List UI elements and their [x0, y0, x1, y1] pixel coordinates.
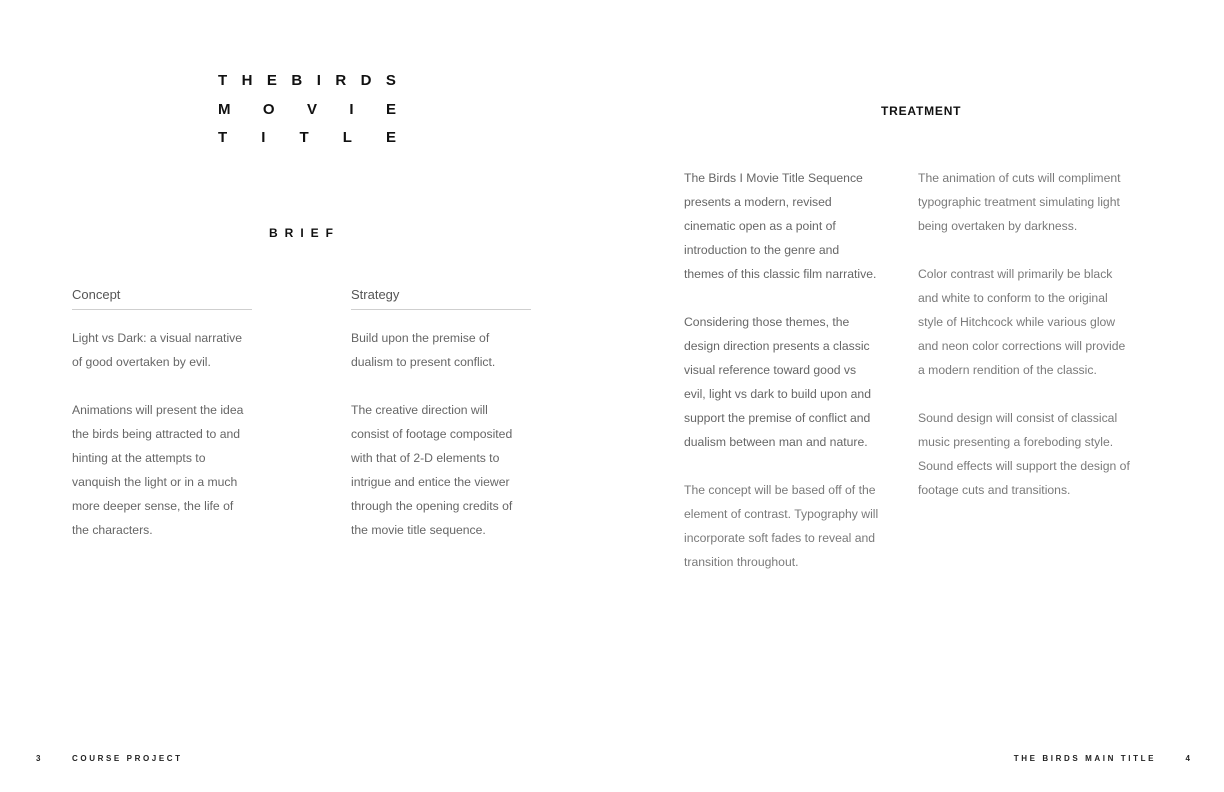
concept-body: [72, 326, 272, 542]
text-line: The animation of cuts will compliment: [918, 171, 1121, 185]
concept-label: Concept: [72, 287, 252, 310]
text-line: and neon color corrections will provide: [918, 339, 1126, 353]
text-line: intrigue and entice the viewer: [351, 475, 510, 489]
title-letter: E: [385, 101, 396, 118]
text-line: presents a modern, revised: [684, 195, 832, 209]
title-letter: B: [291, 72, 303, 89]
text-line: support the premise of conflict and: [684, 411, 871, 425]
text-line: a modern rendition of the classic.: [918, 363, 1097, 377]
paragraph: [918, 166, 1148, 238]
text-line: Sound design will consist of classical: [918, 411, 1118, 425]
title-letter: V: [306, 101, 317, 118]
title-line-2: [218, 101, 396, 118]
text-line: evil, light vs dark to build upon and: [684, 387, 871, 401]
text-line: themes of this classic film narrative.: [684, 267, 877, 281]
text-line: hinting at the attempts to: [72, 451, 206, 465]
footer-main-title: THE BIRDS MAIN TITLE: [1013, 754, 1156, 763]
text-line: The creative direction will: [351, 403, 488, 417]
title-letter: T: [218, 129, 228, 146]
title-letter: E: [385, 129, 396, 146]
text-line: with that of 2-D elements to: [351, 451, 500, 465]
title-letter: R: [335, 72, 347, 89]
title-letter: T: [299, 129, 309, 146]
text-line: typographic treatment simulating light: [918, 195, 1120, 209]
title-letter: T: [218, 72, 228, 89]
text-line: cinematic open as a point of: [684, 219, 836, 233]
text-line: the birds being attracted to and: [72, 427, 241, 441]
text-line: visual reference toward good vs: [684, 363, 857, 377]
title-letter: I: [261, 129, 266, 146]
paragraph: [72, 326, 272, 374]
title-letter: I: [349, 101, 354, 118]
text-line: Build upon the premise of: [351, 331, 490, 345]
paragraph: [72, 398, 272, 542]
text-line: introduction to the genre and: [684, 243, 840, 257]
text-line: dualism to present conflict.: [351, 355, 496, 369]
text-line: element of contrast. Typography will: [684, 507, 879, 521]
treatment-column-1: [684, 166, 904, 574]
text-line: vanquish the light or in a much: [72, 475, 238, 489]
title-letter: L: [342, 129, 352, 146]
title-letter: S: [385, 72, 396, 89]
title-letter: O: [262, 101, 275, 118]
brief-heading: BRIEF: [269, 226, 340, 240]
text-line: consist of footage composited: [351, 427, 513, 441]
text-line: style of Hitchcock while various glow: [918, 315, 1116, 329]
text-line: Sound effects will support the design of: [918, 459, 1130, 473]
text-line: Animations will present the idea: [72, 403, 244, 417]
text-line: being overtaken by darkness.: [918, 219, 1078, 233]
title-letter: E: [266, 72, 277, 89]
paragraph: [684, 166, 904, 286]
text-line: The Birds I Movie Title Sequence: [684, 171, 863, 185]
title-letter: I: [316, 72, 321, 89]
title-line-1: [218, 72, 396, 89]
treatment-column-2: [918, 166, 1148, 502]
text-line: The concept will be based off of the: [684, 483, 876, 497]
text-line: the movie title sequence.: [351, 523, 486, 537]
title-letter: M: [218, 101, 231, 118]
strategy-body: [351, 326, 551, 542]
right-page-number: 4: [1185, 754, 1190, 763]
text-line: incorporate soft fades to reveal and: [684, 531, 876, 545]
paragraph: [918, 406, 1148, 502]
text-line: the characters.: [72, 523, 153, 537]
paragraph: [684, 478, 904, 574]
strategy-label: Strategy: [351, 287, 531, 310]
text-line: and white to conform to the original: [918, 291, 1108, 305]
text-line: dualism between man and nature.: [684, 435, 868, 449]
text-line: music presenting a foreboding style.: [918, 435, 1114, 449]
text-line: Considering those themes, the: [684, 315, 850, 329]
text-line: more deeper sense, the life of: [72, 499, 234, 513]
text-line: transition throughout.: [684, 555, 799, 569]
paragraph: [684, 310, 904, 454]
text-line: footage cuts and transitions.: [918, 483, 1071, 497]
paragraph: [351, 326, 551, 374]
treatment-heading: TREATMENT: [881, 104, 962, 118]
title-letter: H: [241, 72, 253, 89]
text-line: through the opening credits of: [351, 499, 513, 513]
text-line: design direction presents a classic: [684, 339, 870, 353]
title-line-3: [218, 129, 396, 146]
title-letter: D: [360, 72, 372, 89]
text-line: Color contrast will primarily be black: [918, 267, 1113, 281]
footer-course-project: COURSE PROJECT: [72, 754, 183, 763]
paragraph: [351, 398, 551, 542]
text-line: Light vs Dark: a visual narrative: [72, 331, 243, 345]
left-page-number: 3: [36, 754, 44, 763]
text-line: of good overtaken by evil.: [72, 355, 211, 369]
paragraph: [918, 262, 1148, 382]
